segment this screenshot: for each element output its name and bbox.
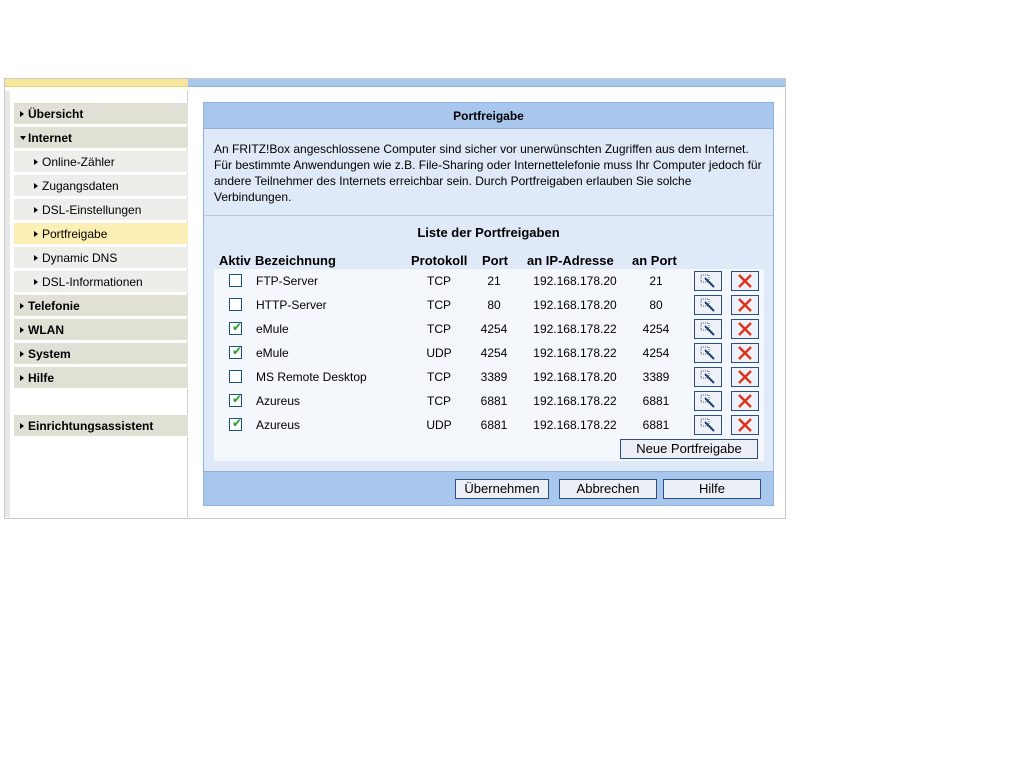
table-row	[214, 317, 764, 341]
fritzbox-window	[4, 78, 786, 519]
sidebar-item-portfreigabe[interactable]: Portfreigabe	[14, 223, 188, 245]
row-ip: 192.168.178.22	[533, 322, 617, 336]
arrow-right-icon	[20, 423, 24, 429]
row-to-port: 21	[649, 274, 663, 288]
row-ip: 192.168.178.22	[533, 346, 617, 360]
checkmark-icon: ✔	[232, 344, 243, 358]
sidebar-item-wlan[interactable]: WLAN	[14, 319, 188, 341]
arrow-down-icon	[20, 136, 26, 140]
edit-icon	[700, 298, 716, 312]
active-checkbox[interactable]	[229, 370, 242, 383]
active-checkbox[interactable]	[229, 322, 242, 335]
row-protocol: TCP	[427, 394, 451, 408]
delete-button[interactable]	[731, 319, 759, 339]
table-row	[214, 413, 764, 437]
row-port: 80	[487, 298, 501, 312]
sidebar-item-dsl-einstellungen[interactable]: DSL-Einstellungen	[14, 199, 188, 221]
delete-button[interactable]	[731, 415, 759, 435]
divider	[204, 215, 773, 216]
delete-icon	[737, 346, 753, 360]
arrow-right-icon	[34, 255, 38, 261]
page-title: Portfreigabe	[204, 103, 773, 129]
row-ip: 192.168.178.20	[533, 370, 617, 384]
arrow-right-icon	[34, 231, 38, 237]
delete-button[interactable]	[731, 295, 759, 315]
top-bar-left	[5, 79, 188, 87]
delete-icon	[737, 370, 753, 384]
arrow-right-icon	[34, 279, 38, 285]
edit-button[interactable]	[694, 415, 722, 435]
delete-button[interactable]	[731, 271, 759, 291]
new-portfreigabe-button[interactable]: Neue Portfreigabe	[620, 439, 758, 459]
row-port: 21	[487, 274, 501, 288]
header-protocol: Protokoll	[411, 253, 468, 268]
sidebar-item-einrichtungsassistent[interactable]: Einrichtungsassistent	[14, 415, 188, 437]
edit-icon	[700, 394, 716, 408]
delete-button[interactable]	[731, 367, 759, 387]
delete-icon	[737, 322, 753, 336]
arrow-right-icon	[20, 375, 24, 381]
row-name: FTP-Server	[256, 274, 319, 288]
row-protocol: TCP	[427, 274, 451, 288]
checkmark-icon: ✔	[232, 320, 243, 334]
edit-button[interactable]	[694, 295, 722, 315]
active-checkbox[interactable]	[229, 298, 242, 311]
row-name: HTTP-Server	[256, 298, 327, 312]
sidebar-item-uebersicht[interactable]: Übersicht	[14, 103, 188, 125]
active-checkbox[interactable]	[229, 394, 242, 407]
header-ip: an IP-Adresse	[527, 253, 614, 268]
edit-button[interactable]	[694, 391, 722, 411]
edit-icon	[700, 322, 716, 336]
apply-button[interactable]: Übernehmen	[455, 479, 549, 499]
row-port: 3389	[480, 370, 508, 384]
active-checkbox[interactable]	[229, 346, 242, 359]
panel-footer	[204, 471, 773, 505]
table-row	[214, 293, 764, 317]
arrow-right-icon	[34, 183, 38, 189]
row-name: Azureus	[256, 418, 301, 432]
sidebar-item-telefonie[interactable]: Telefonie	[14, 295, 188, 317]
help-button[interactable]: Hilfe	[663, 479, 761, 499]
cancel-button[interactable]: Abbrechen	[559, 479, 657, 499]
table-row	[214, 341, 764, 365]
header-active: Aktiv	[219, 253, 251, 268]
row-name: eMule	[256, 346, 289, 360]
edit-icon	[700, 418, 716, 432]
edit-button[interactable]	[694, 367, 722, 387]
portfreigabe-table	[214, 269, 764, 461]
checkmark-icon: ✔	[232, 392, 243, 406]
row-to-port: 4254	[642, 322, 670, 336]
row-to-port: 4254	[642, 346, 670, 360]
row-port: 4254	[480, 346, 508, 360]
sidebar-item-system[interactable]: System	[14, 343, 188, 365]
row-name: Azureus	[256, 394, 301, 408]
table-row	[214, 389, 764, 413]
delete-button[interactable]	[731, 391, 759, 411]
edit-button[interactable]	[694, 271, 722, 291]
row-to-port: 6881	[642, 418, 670, 432]
row-to-port: 3389	[642, 370, 670, 384]
header-name: Bezeichnung	[255, 253, 336, 268]
active-checkbox[interactable]	[229, 418, 242, 431]
delete-icon	[737, 298, 753, 312]
arrow-right-icon	[34, 159, 38, 165]
row-port: 6881	[480, 418, 508, 432]
row-to-port: 6881	[642, 394, 670, 408]
arrow-right-icon	[34, 207, 38, 213]
sidebar-item-hilfe[interactable]: Hilfe	[14, 367, 188, 389]
edit-button[interactable]	[694, 343, 722, 363]
row-protocol: TCP	[427, 322, 451, 336]
header-to-port: an Port	[632, 253, 677, 268]
table-row	[214, 365, 764, 389]
delete-button[interactable]	[731, 343, 759, 363]
row-name: eMule	[256, 322, 289, 336]
row-protocol: UDP	[426, 418, 452, 432]
active-checkbox[interactable]	[229, 274, 242, 287]
arrow-right-icon	[20, 327, 24, 333]
sidebar-item-online-zaehler[interactable]: Online-Zähler	[14, 151, 188, 173]
row-protocol: TCP	[427, 370, 451, 384]
delete-icon	[737, 394, 753, 408]
delete-icon	[737, 418, 753, 432]
row-port: 4254	[480, 322, 508, 336]
checkmark-icon: ✔	[232, 416, 243, 430]
row-ip: 192.168.178.20	[533, 274, 617, 288]
sidebar-item-dynamic-dns[interactable]: Dynamic DNS	[14, 247, 188, 269]
arrow-right-icon	[20, 303, 24, 309]
sidebar	[10, 91, 188, 517]
table-row	[214, 269, 764, 293]
edit-icon	[700, 346, 716, 360]
row-name: MS Remote Desktop	[256, 370, 367, 384]
edit-button[interactable]	[694, 319, 722, 339]
delete-icon	[737, 274, 753, 288]
row-port: 6881	[480, 394, 508, 408]
sidebar-item-dsl-informationen[interactable]: DSL-Informationen	[14, 271, 188, 293]
row-protocol: UDP	[426, 346, 452, 360]
arrow-right-icon	[20, 351, 24, 357]
arrow-right-icon	[20, 111, 24, 117]
list-title: Liste der Portfreigaben	[417, 225, 560, 240]
row-to-port: 80	[649, 298, 663, 312]
row-ip: 192.168.178.20	[533, 298, 617, 312]
row-protocol: TCP	[427, 298, 451, 312]
header-port: Port	[482, 253, 508, 268]
intro-text: An FRITZ!Box angeschlossene Computer sind sicher vor unerwünschten Zugriffen aus dem Internet. Für bestimmte Anwendungen wie z.B. File-Sharing oder Internettelefonie muss Ihr Computer jedoch für andere Teilnehmer des Internets erreichbar sein. Durch Portfreigaben erlauben Sie solche Verbindungen.	[214, 142, 762, 204]
sidebar-item-zugangsdaten[interactable]: Zugangsdaten	[14, 175, 188, 197]
row-ip: 192.168.178.22	[533, 418, 617, 432]
sidebar-item-internet[interactable]: Internet	[14, 127, 188, 149]
top-bar-right	[188, 79, 785, 87]
portfreigabe-panel	[203, 102, 774, 506]
edit-icon	[700, 370, 716, 384]
edit-icon	[700, 274, 716, 288]
row-ip: 192.168.178.22	[533, 394, 617, 408]
